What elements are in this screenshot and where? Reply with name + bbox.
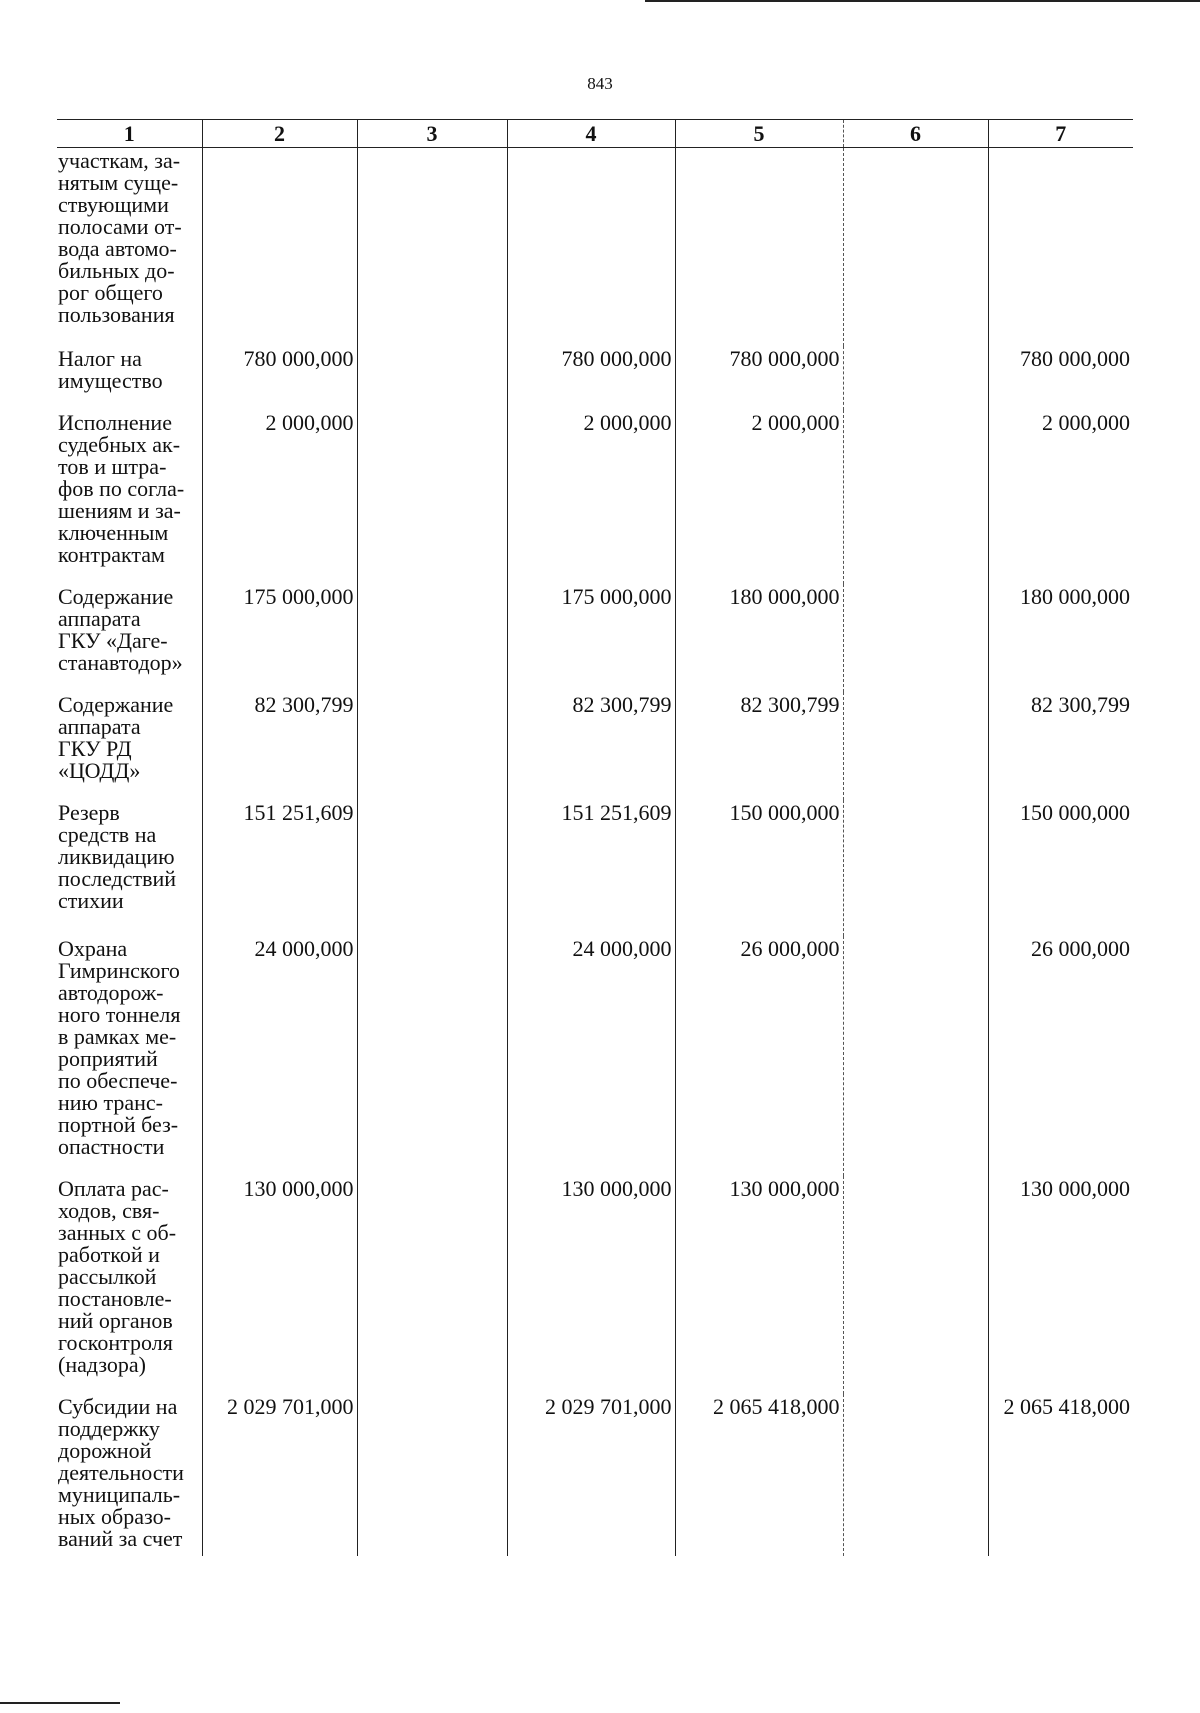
budget-table-container [57, 119, 1133, 1592]
value-cell-col-5: 2 000,000 [675, 410, 843, 584]
value-cell-col-5: 180 000,000 [675, 584, 843, 692]
value-cell-col-6 [843, 936, 988, 1176]
value-cell-col-3 [357, 1394, 507, 1556]
row-label-cell [57, 800, 202, 936]
row-label-cell [57, 1394, 202, 1556]
value-cell-col-6 [843, 148, 988, 347]
value-cell-col-5: 26 000,000 [675, 936, 843, 1176]
value-cell-col-3 [357, 692, 507, 800]
row-label-cell [57, 1176, 202, 1394]
value-cell-col-5: 2 065 418,000 [675, 1394, 843, 1556]
row-label-cell [57, 410, 202, 584]
table-row [57, 584, 1133, 692]
value-cell-col-6 [843, 1176, 988, 1394]
value-cell-col-2: 2 029 701,000 [202, 1394, 357, 1556]
value-cell-col-6 [843, 584, 988, 692]
header-col-6: 6 [843, 120, 988, 148]
row-label: Содержание аппарата ГКУ «Даге- станавтодор» [58, 584, 183, 675]
row-label-cell [57, 936, 202, 1176]
value-cell-col-3 [357, 346, 507, 410]
value-cell-col-6 [843, 692, 988, 800]
header-col-1: 1 [57, 120, 202, 148]
value-cell-col-2: 151 251,609 [202, 800, 357, 936]
row-label-cell [57, 346, 202, 410]
value-cell-col-4: 130 000,000 [507, 1176, 675, 1394]
value-cell-col-3 [357, 410, 507, 584]
value-cell-col-2: 82 300,799 [202, 692, 357, 800]
value-cell-col-3 [357, 584, 507, 692]
table-row [57, 148, 1133, 347]
header-col-3: 3 [357, 120, 507, 148]
value-cell-col-3 [357, 148, 507, 347]
value-cell-col-2: 2 000,000 [202, 410, 357, 584]
value-cell-col-7 [988, 148, 1133, 347]
table-body [57, 148, 1133, 1557]
row-label: Оплата рас- ходов, свя- занных с об- работкой и рассылкой постановле- ний органов госконтроля (надзора) [58, 1176, 177, 1377]
value-cell-col-5 [675, 148, 843, 347]
row-label: Налог на имущество [58, 346, 163, 393]
header-col-2: 2 [202, 120, 357, 148]
value-cell-col-7: 82 300,799 [988, 692, 1133, 800]
value-cell-col-4: 2 029 701,000 [507, 1394, 675, 1556]
table-row [57, 1394, 1133, 1556]
row-label-cell [57, 692, 202, 800]
value-cell-col-3 [357, 800, 507, 936]
value-cell-col-2: 175 000,000 [202, 584, 357, 692]
bottom-rule-line [0, 1702, 120, 1704]
row-label: Субсидии на поддержку дорожной деятельности муниципаль- ных образо- ваний за счет [58, 1394, 184, 1551]
table-row [57, 800, 1133, 936]
value-cell-col-3 [357, 936, 507, 1176]
header-col-5: 5 [675, 120, 843, 148]
value-cell-col-7: 26 000,000 [988, 936, 1133, 1176]
row-label: Исполнение судебных ак- тов и штра- фов по согла- шениям и за- ключенным контрактам [58, 410, 185, 567]
value-cell-col-4: 82 300,799 [507, 692, 675, 800]
row-label: участкам, за- нятым суще- ствующими полосами от- вода автомо- бильных до- рог общего пользования [58, 148, 182, 327]
value-cell-col-4: 151 251,609 [507, 800, 675, 936]
value-cell-col-7: 2 000,000 [988, 410, 1133, 584]
value-cell-col-2: 780 000,000 [202, 346, 357, 410]
value-cell-col-7: 130 000,000 [988, 1176, 1133, 1394]
value-cell-col-5: 780 000,000 [675, 346, 843, 410]
value-cell-col-2: 24 000,000 [202, 936, 357, 1176]
header-col-7: 7 [988, 120, 1133, 148]
value-cell-col-7: 150 000,000 [988, 800, 1133, 936]
row-label: Охрана Гимринского автодорож- ного тоннеля в рамках ме- роприятий по обеспече- нию транс- портной без- опастности [58, 936, 181, 1159]
table-row [57, 692, 1133, 800]
value-cell-col-5: 82 300,799 [675, 692, 843, 800]
table-header-row [57, 120, 1133, 148]
table-row [57, 1176, 1133, 1394]
value-cell-col-4: 2 000,000 [507, 410, 675, 584]
value-cell-col-6 [843, 346, 988, 410]
value-cell-col-5: 130 000,000 [675, 1176, 843, 1394]
value-cell-col-4: 780 000,000 [507, 346, 675, 410]
value-cell-col-4 [507, 148, 675, 347]
row-label-cell [57, 148, 202, 347]
row-label-cell [57, 584, 202, 692]
table-row [57, 410, 1133, 584]
table-row [57, 936, 1133, 1176]
value-cell-col-3 [357, 1176, 507, 1394]
value-cell-col-4: 24 000,000 [507, 936, 675, 1176]
value-cell-col-7: 2 065 418,000 [988, 1394, 1133, 1556]
value-cell-col-2: 130 000,000 [202, 1176, 357, 1394]
value-cell-col-6 [843, 800, 988, 936]
page-number: 843 [587, 74, 613, 93]
value-cell-col-5: 150 000,000 [675, 800, 843, 936]
top-rule-line [645, 0, 1200, 2]
row-label: Резерв средств на ликвидацию последствий стихии [58, 800, 177, 913]
row-label: Содержание аппарата ГКУ РД «ЦОДД» [58, 692, 174, 783]
table-row [57, 346, 1133, 410]
value-cell-col-2 [202, 148, 357, 347]
value-cell-col-6 [843, 410, 988, 584]
value-cell-col-4: 175 000,000 [507, 584, 675, 692]
value-cell-col-7: 180 000,000 [988, 584, 1133, 692]
value-cell-col-6 [843, 1394, 988, 1556]
header-col-4: 4 [507, 120, 675, 148]
budget-table [57, 119, 1133, 1556]
value-cell-col-7: 780 000,000 [988, 346, 1133, 410]
